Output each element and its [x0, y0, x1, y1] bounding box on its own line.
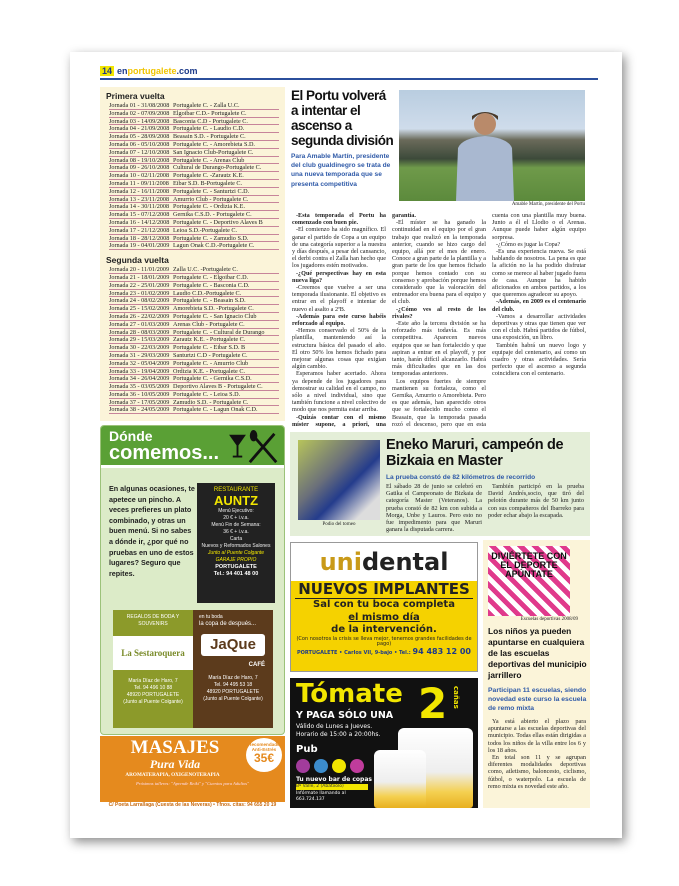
shop-ads: [113, 610, 273, 728]
brand-dental: dental: [361, 548, 449, 576]
unidental-logo: [291, 543, 477, 581]
page-header: [100, 66, 598, 80]
interview-answer: -Creemos que vuelve a ser una temporada ilusionante. El objetivo es entrar en el playoff e intentar de nuevo el asalto a 2ªB.: [292, 284, 386, 313]
fixture-date: Jornada 38 - 24/05/2009: [109, 406, 170, 414]
fixture-match: Portugalete C. - Santurtzi C.D.: [173, 187, 250, 195]
masajes-services: AROMATERAPIA, OXIGENOTERAPIA: [125, 772, 220, 778]
eneko-subtitle: La prueba constó de 82 kilómetros de recorrido: [386, 474, 536, 481]
interview-answer: -Vamos a desarrollar actividades deportivas y otras que tienen que ver con el club. Habrá partidos de fútbol, una exposición, un libro.: [492, 312, 586, 342]
fixture-date: Jornada 18 - 28/12/2008: [109, 234, 170, 242]
schools-subtitle: Participan 11 escuelas, siendo novedad este curso la escuela de remo mixta: [488, 687, 587, 713]
site-prefix: en: [117, 66, 128, 76]
fixture-date: Jornada 27 - 01/03/2009: [109, 320, 170, 328]
fixture-match: Portugalete C. - Beasain S.D.: [173, 297, 246, 305]
pub-label: Pub: [296, 744, 318, 755]
fixture-row: [109, 242, 279, 250]
unidental-line1: Sal con tu boca completa: [313, 599, 455, 610]
fixture-date: Jornada 36 - 10/05/2009: [109, 390, 170, 398]
fixture-match: Portugalete C. - Cultural de Durango: [173, 328, 265, 336]
fixture-row: [109, 290, 279, 298]
article-subtitle: Para Amable Martín, presidente del club gualdinegro se trata de una nueva temporada que se presenta competitiva: [291, 153, 391, 188]
fixture-row: [109, 329, 279, 337]
fixture-date: Jornada 16 - 14/12/2008: [109, 218, 170, 226]
site-name: portugalete: [127, 66, 177, 76]
interview-answer: Los equipos fuertes de siempre mantienen su fortaleza, como el Gernika, Amurrio o Amorebieta. Pero es que además, han aparecido otros que se fortalecido mucho como el Beasain, que la temporada pasada rozó el descenso, pero que en esta cuenta con una plantilla muy buena. Junto a él el Llodio o el Arenas. Aunque puede haber algún equipo sorpresa.: [392, 212, 586, 428]
eneko-paragraph: También participó en la prueba David Andrés,socio, que tiró del pelotón durante más de 50 km junto con sus compañeros del Ibarreko para poder echar abajo la escapada.: [488, 483, 584, 519]
jaque-sub: CAFÉ: [248, 662, 265, 668]
fixture-match: Leioa S.D.-Portugalete C.: [173, 226, 238, 234]
fixture-match: Santurtzi C.D - Portugalete C.: [173, 351, 248, 359]
fixture-row: [109, 266, 279, 274]
interview-answer: También habrá un nuevo logo y equipaje del centenario, así como un cuadro y otras actividades. Sería perfecto que el ascenso a segunda coincidiera con el centenario.: [492, 341, 586, 378]
pub-logo-dots: [296, 759, 364, 773]
auntz-ad[interactable]: [197, 483, 275, 603]
fixture-match: Cultural de Durango-Portugalete C.: [173, 164, 262, 172]
fixture-date: Jornada 12 - 16/11/2008: [109, 187, 170, 195]
page-number: 14: [102, 66, 113, 76]
schools-body: [488, 718, 586, 790]
fixture-row: [109, 321, 279, 329]
sestaroquera-tagline: REGALOS DE BODA Y SOUVENIRS: [126, 614, 180, 627]
brand-uni: uni: [319, 548, 362, 576]
badge-price: 35€: [253, 751, 275, 765]
fixture-date: Jornada 01 - 31/08/2008: [109, 102, 170, 109]
fixture-date: Jornada 22 - 25/01/2009: [109, 281, 170, 289]
fixture-date: Jornada 25 - 15/02/2009: [109, 305, 170, 313]
logo-dot: [332, 759, 346, 773]
logo-dot: [296, 759, 310, 773]
auntz-menu1: Menú Ejecutivo:: [218, 508, 254, 514]
fixture-row: [109, 375, 279, 383]
auntz-name: AUNTZ: [213, 493, 259, 508]
fixture-row: [109, 336, 279, 344]
article-title: El Portu volverá a intentar el ascenso a segunda división: [291, 88, 394, 148]
masajes-workshops: Próximos talleres: "Aprende Reiki" y "Cuentos para Adultos": [135, 781, 250, 786]
auntz-price1: 20 € + i.v.a.: [223, 515, 249, 521]
jaque-tagline1: en tu boda: [199, 614, 223, 620]
fixture-match: Lagun Onak C.D.-Portugalete C.: [173, 242, 255, 250]
interview-question: -Quizás contar con el mismo míster supone, a priori, una garantía.: [292, 212, 416, 428]
fixture-match: Portugalete C. - Basconia C.D.: [173, 281, 250, 289]
fixture-row: [109, 383, 279, 391]
fixture-row: [109, 274, 279, 282]
fixture-date: Jornada 35 - 03/05/2009: [109, 383, 170, 391]
fixture-match: Portugalete C. - Zamudio S.D.: [173, 234, 249, 242]
jaque-ad[interactable]: [193, 610, 273, 728]
auntz-town: PORTUGALETE: [215, 564, 257, 570]
cutlery-icon: [229, 429, 281, 467]
schools-article: [483, 540, 590, 808]
dining-header: [101, 426, 284, 468]
fixture-date: Jornada 04 - 21/09/2008: [109, 125, 170, 133]
fixture-match: Portugalete C. - Eibar S.D. B: [173, 344, 246, 352]
fixture-date: Jornada 23 - 01/02/2009: [109, 289, 170, 297]
fixture-match: Portugalete C. - Leioa S.D.: [173, 390, 241, 398]
fixture-date: Jornada 31 - 29/03/2009: [109, 351, 170, 359]
dining-title-2: comemos...: [109, 442, 220, 464]
badge-top: Recomendado: [248, 742, 280, 747]
fixture-row: [109, 180, 279, 188]
auntz-menu2: Menú Fin de Semana:: [211, 522, 261, 528]
unidental-line3: de la intervención.: [331, 624, 437, 635]
badge-name: Anti-Estrés: [251, 747, 277, 752]
fixture-date: Jornada 37 - 17/05/2009: [109, 398, 170, 406]
auntz-phone: Tel.: 94 401 48 00: [213, 571, 259, 577]
interview-answer: -El míster se ha ganado la continuidad en el equipo por el gran trabajo que realizó en la temporada anterior, cuando se hizo cargo del equipo, allá por el mes de enero. Conoce a gran parte de la plantilla y a gran parte de los que hemos fichado porque hemos contado con su consenso y aprobación porque hemos considerado que la valoración del entrenador era buena para el equipo y el club.: [392, 219, 486, 306]
fixture-date: Jornada 11 - 09/11/2008: [109, 179, 169, 187]
sestaroquera-near: (Junto al Puente Colgante): [123, 699, 183, 705]
fixture-match: Arenas Club - Portugalete C.: [173, 320, 245, 328]
jaque-tagline2: la copa de después...: [199, 621, 257, 627]
first-round-title: Primera vuelta: [106, 91, 165, 101]
pub-address: Bº Valle, 2 (Abatxolo): [296, 784, 368, 790]
fixture-match: Portugalete C. - San Ignacio Club: [173, 312, 257, 320]
fixture-date: Jornada 13 - 23/11/2008: [109, 195, 170, 203]
sestaroquera-address: María Díaz de Haro, 7: [128, 678, 178, 684]
fixture-row: [109, 149, 279, 157]
fixture-match: Laudio C.D.-Portugalete C.: [173, 289, 242, 297]
fixture-row: [109, 141, 279, 149]
fixture-match: Gernika C.S.D. - Portugalete C.: [173, 211, 252, 219]
fixture-date: Jornada 30 - 22/03/2009: [109, 344, 170, 352]
interview-question: -Esta temporada el Portu ha comenzado con buen pie.: [292, 212, 386, 227]
interview-question: -Además para este curso habéis reforzado al equipo.: [292, 312, 386, 328]
sestaroquera-town: 48920 PORTUGALETE: [126, 692, 180, 698]
auntz-salones: Nuevos y Reformados Salones: [201, 543, 271, 549]
fixture-match: Portugalete C. - Laudio C.D.: [173, 125, 245, 133]
interview-answer: Esperamos haber acertado. Ahora ya depende de los jugadores para demostrar su calidad en el campo, no sólo a nivel individual, sino que también funcione a nivel colectivo de modo que nos permita estar arriba.: [292, 370, 386, 414]
pub-info: Infórmate llamando al 663.724.137: [296, 791, 346, 802]
fixture-date: Jornada 29 - 15/03/2009: [109, 336, 170, 344]
fixture-match: Basconia C.D - Portugalete C.: [173, 117, 248, 125]
masajes-footer: C/ Poeta Larrallaga (Cuesta de las Neveras) • Tfnos. citas: 94 655 20 19: [100, 802, 285, 809]
masajes-subtitle: Pura Vida: [149, 757, 201, 771]
podium-photo: [298, 440, 380, 520]
fixture-match: Portugalete C. - Elgoibar C.D.: [173, 273, 249, 281]
fixture-match: Portugalete C. - Amorebieta S.D.: [173, 140, 255, 148]
fixture-date: Jornada 09 - 26/10/2008: [109, 164, 170, 172]
fixture-date: Jornada 14 - 30/11/2008: [109, 203, 170, 211]
interview-answer: -Es una experiencia nueva. Se está hablando de nosotros. La pena es que la afición no la ha podido disfrutar como se merece al haber jugado fuera de casa. Aunque ha habido aficionados en ambos partidos, a los que queremos agradecer su apoyo.: [492, 248, 586, 299]
unidental-headline: NUEVOS IMPLANTES: [295, 581, 473, 599]
fixture-row: [109, 406, 279, 414]
fixture-match: Portugalete C. - Zalla U.C.: [173, 102, 240, 109]
fixture-date: Jornada 17 - 21/12/2008: [109, 226, 170, 234]
fixture-date: Jornada 02 - 07/09/2008: [109, 109, 170, 117]
fixture-match: Portugalete C. - Amurrio Club: [173, 359, 249, 367]
fixture-match: Portugalete C. - Ordizia K.E.: [173, 203, 245, 211]
fixture-row: [109, 344, 279, 352]
auntz-label: RESTAURANTE: [213, 487, 259, 493]
logo-dot: [350, 759, 364, 773]
eneko-body: [386, 483, 584, 535]
second-round-list: [106, 266, 279, 414]
fixture-match: San Ignacio Club-Portugalete C.: [173, 148, 254, 156]
pub-number: 2: [418, 679, 448, 728]
unidental-phone: 94 483 12 00: [412, 647, 471, 657]
first-round-list: [106, 102, 279, 250]
eneko-title: Eneko Maruri, campeón de Bizkaia en Master: [386, 437, 564, 469]
sestaroquera-ad[interactable]: [113, 610, 193, 728]
masajes-title: MASAJES: [130, 737, 220, 758]
auntz-carta: Carta: [229, 536, 243, 542]
interview-answer: -¿Cómo es jugar la Copa?: [496, 240, 561, 248]
fixture-date: Jornada 24 - 08/02/2009: [109, 297, 170, 305]
fixture-row: [109, 313, 279, 321]
schools-title: Los niños ya pueden apuntarse en cualquiera de las escuelas deportivas del municipio jarrillero: [488, 626, 587, 680]
fixture-match: Amorebieta S.D. -Portugalete C.: [173, 305, 254, 313]
fixture-date: Jornada 06 - 05/10/2008: [109, 140, 170, 148]
fixture-date: Jornada 34 - 26/04/2009: [109, 375, 170, 383]
photo-caption: Amable Martín, presidente del Portu: [511, 202, 585, 207]
fixture-match: Zarautz K.E. - Portugalete C.: [173, 336, 246, 344]
fixture-match: Ordizia K.E. - Portugalete C.: [173, 367, 245, 375]
schools-paragraph: En total son 11 y se agrupan diferentes modalidades deportivas como, atletismo, baloncesto, ciclismo, fútbol, o waterpolo. La escuela de remo mixta es novedad este año.: [488, 754, 586, 790]
pub-line1: Tómate: [296, 679, 403, 709]
unidental-address: PORTUGALETE • Carlos VII, 9-bajo • Tel.:: [297, 650, 411, 657]
fixture-date: Jornada 21 - 18/01/2009: [109, 273, 170, 281]
fixture-date: Jornada 03 - 14/09/2008: [109, 117, 170, 125]
fixture-row: [109, 110, 279, 118]
interview-answer: -Este año la tercera división se ha reforzado más todavía. Es más competitiva. Aparecen nuevos equipos que se han fortalecido y que aspiran a entrar en el playoff, y por tanto, harán difícil alcanzarlo. Habrá más dificultades que en las dos temporadas anteriores.: [392, 320, 486, 378]
dining-section: [100, 425, 285, 735]
fixture-match: Elgoibar C.D.- Portugalete C.: [173, 109, 247, 117]
fixture-match: Eibar S.D. B-Portugalete C.: [173, 179, 243, 187]
eneko-paragraph: El sábado 28 de junio se celebró en Gatika el Campeonato de Bizkaia de categoría Master (Veteranos). La prueba constó de 82 km con subida a Morga, Unbe y Lauros. Pero esto no fue impedimento para que Maruri ganara la disputada carrera.: [386, 483, 482, 534]
pub-unit: cañas: [452, 686, 460, 709]
fixture-row: [109, 368, 279, 376]
pub-ad[interactable]: [290, 678, 478, 808]
fixture-row: [109, 203, 279, 211]
schools-paragraph: Ya está abierto el plazo para apuntarse a las escuelas deportivas del municipio. Todas ellas están dirigidas a todos los niños de la villa entre los 6 y los 18 años.: [488, 718, 586, 754]
fixture-match: Zamudio S.D. - Portugalete C.: [173, 398, 249, 406]
fixture-row: [109, 172, 279, 180]
pub-validity: [296, 723, 380, 739]
eneko-article: [290, 432, 590, 536]
person-illustration: [454, 108, 516, 201]
fixture-row: [109, 188, 279, 196]
logo-dot: [314, 759, 328, 773]
dining-intro: En algunas ocasiones, te apetece un pincho. A veces prefieres un plato combinado, y otras un buen menú. Si no sabes a dónde ir, ¿por qué no pruebas en uno de estos lugares? Seguro que repites.: [109, 484, 195, 578]
masajes-ad[interactable]: [100, 736, 285, 808]
article-photo: [399, 90, 585, 201]
jaque-near: (Junto al Puente Colgante): [203, 696, 263, 702]
schools-poster: DIVIÉRTETE CON EL DEPORTE APÚNTATE: [488, 546, 570, 616]
fixture-row: [109, 235, 279, 243]
fixture-date: Jornada 19 - 04/01/2009: [109, 242, 170, 250]
fixtures-box: [100, 87, 285, 421]
fixture-row: [109, 133, 279, 141]
second-round-title: Segunda vuelta: [106, 255, 169, 266]
pub-tagline: Tu nuevo bar de copas: [296, 776, 372, 783]
fixture-match: Portugalete C. - Arenas Club: [173, 156, 245, 164]
fixture-row: [109, 219, 279, 227]
sestaroquera-logo: La Sestaroquera: [113, 636, 193, 670]
jaque-town: 48920 PORTUGALETE: [206, 689, 260, 695]
fixture-row: [109, 282, 279, 290]
unidental-contact: [291, 648, 477, 657]
fixture-row: [109, 164, 279, 172]
fixture-date: Jornada 07 - 12/10/2008: [109, 148, 170, 156]
beer-glass-image: [374, 750, 426, 808]
fixture-match: Portugalete C. - Deportivo Alaves B: [173, 218, 263, 226]
fixture-match: Portugalete C. - Gernika C.S.D.: [173, 375, 252, 383]
fixture-date: Jornada 05 - 28/09/2008: [109, 133, 170, 141]
fixture-row: [109, 211, 279, 219]
article-body: [292, 212, 586, 430]
fixture-row: [109, 399, 279, 407]
jaque-logo: JaQue: [201, 634, 265, 656]
poster-caption: Escuelas deportivas 2008/09: [520, 617, 578, 622]
fixture-date: Jornada 15 - 07/12/2008: [109, 211, 170, 219]
interview-answer: -Hemos conservado el 50% de la plantilla, manteniendo así la estructura básica del pasado el año. El otro 50% los hemos fichado para mejorar algunas cosas que exigían algún cambio.: [292, 327, 386, 371]
unidental-line2: el mismo día: [348, 611, 420, 623]
fixture-match: Zalla U.C. -Portugalete C.: [173, 266, 238, 274]
fixture-match: Beasain S.D. - Portugalete C.: [173, 133, 246, 141]
auntz-price2: 36 € + i.v.a.: [223, 529, 249, 535]
fixture-date: Jornada 26 - 22/02/2009: [109, 312, 170, 320]
fixture-date: Jornada 08 - 19/10/2008: [109, 156, 170, 164]
fixture-date: Jornada 28 - 08/03/2009: [109, 328, 170, 336]
auntz-location: Junto al Puente Colgante: [207, 550, 265, 556]
site-suffix: .com: [176, 66, 198, 76]
fixture-row: [109, 391, 279, 399]
fixture-row: [109, 102, 279, 110]
fixture-match: Amurrio Club - Portugalete C.: [173, 195, 249, 203]
fixture-row: [109, 360, 279, 368]
jaque-phone: Tel. 94 495 53 18: [213, 682, 253, 688]
fixture-row: [109, 196, 279, 204]
jaque-address: María Díaz de Haro, 7: [208, 675, 258, 681]
fixture-date: Jornada 33 - 19/04/2009: [109, 367, 170, 375]
podium-caption: Podio del torneo: [322, 522, 356, 527]
fixture-date: Jornada 32 - 05/04/2009: [109, 359, 170, 367]
fixture-match: Portugalete C. -Zarautz K.E.: [173, 172, 244, 180]
fixture-match: Portugalete C. - Lagun Onak C.D.: [173, 406, 258, 414]
fixture-row: [109, 227, 279, 235]
fixture-row: [109, 157, 279, 165]
fixture-date: Jornada 10 - 02/11/2008: [109, 172, 170, 180]
fixture-row: [109, 125, 279, 133]
dining-title-1: Dónde: [109, 428, 153, 444]
unidental-note: (Con nosotros la crisis se lleva mejor, tenemos grandes facilidades de pago): [296, 635, 472, 648]
price-badge: [246, 738, 282, 772]
valid-hours: Horario de 15:00 a 20:00hs.: [296, 731, 381, 738]
fixture-row: [109, 297, 279, 305]
fixture-date: Jornada 20 - 11/01/2009: [109, 266, 170, 274]
fixture-row: [109, 352, 279, 360]
valid-days: Válido de Lunes a Jueves.: [296, 723, 373, 730]
interview-question: -¿Qué perspectivas hay en esta nueva liga?: [292, 269, 386, 284]
interview-question: -¿Cómo ves al resto de los rivales?: [392, 305, 486, 320]
fixture-row: [109, 305, 279, 313]
sestaroquera-phone: Tel. 94 496 10 88: [133, 685, 173, 691]
pub-line2: Y PAGA SÓLO UNA: [296, 710, 394, 721]
fixture-row: [109, 118, 279, 126]
interview-question: -Además, en 2009 es el centenario del club.: [492, 298, 586, 313]
fixture-match: Deportivo Alaves B - Portugalete C.: [173, 383, 263, 391]
unidental-ad[interactable]: [290, 542, 478, 672]
auntz-garage: GARAJE PROPIO: [215, 557, 257, 563]
interview-answer: -El comienzo ha sido magnífico. El ganar el partido de Copa a un equipo de una categoría superior a la nuestra y días después, a pesar del cansancio, el derbi contra el Zalla han hecho que los jugadores estén motivados.: [292, 226, 386, 270]
